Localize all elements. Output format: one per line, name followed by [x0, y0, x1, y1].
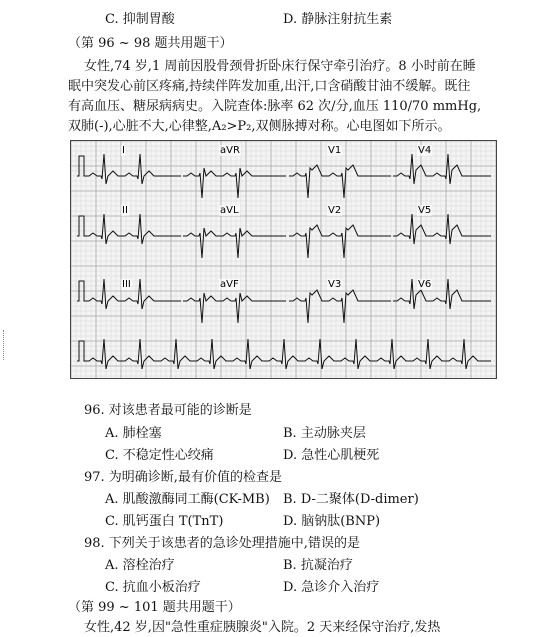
- lead-label-avr: aVR: [220, 145, 240, 156]
- ecg-trace-segment: [289, 225, 391, 258]
- ecg-trace-segment: [183, 228, 286, 258]
- prev-option-c: C. 抑制胃酸: [105, 12, 175, 27]
- question-96-option-d: D. 急性心肌梗死: [283, 448, 380, 463]
- stem-line-1: 女性,74 岁,1 周前因股骨颈骨折卧床行保守牵引治疗。8 小时前在睡: [84, 59, 476, 74]
- question-98-option-b: B. 抗凝治疗: [283, 558, 353, 573]
- question-97-option-b: B. D-二聚体(D-dimer): [283, 492, 419, 507]
- ecg-tracing: [71, 141, 496, 378]
- question-98-option-a: A. 溶栓治疗: [105, 558, 175, 573]
- ecg-trace-segment: [77, 339, 491, 369]
- question-98-stem: 98. 下列关于该患者的急诊处理措施中,错误的是: [84, 536, 360, 551]
- question-97-stem: 97. 为明确诊断,最有价值的检查是: [84, 470, 282, 485]
- lead-label-ii: II: [122, 205, 128, 216]
- question-96-option-c: C. 不稳定性心绞痛: [105, 448, 214, 463]
- ecg-trace-segment: [77, 154, 181, 184]
- lead-label-avl: aVL: [220, 205, 239, 216]
- stem-line-2: 眠中突发心前区疼痛,持续伴阵发加重,出汗,口含硝酸甘油不缓解。既往: [68, 79, 471, 94]
- stem-line-3: 有高血压、糖尿病病史。入院查体:脉率 62 次/分,血压 110/70 mmHg,: [68, 99, 482, 114]
- question-97-option-c: C. 肌钙蛋白 T(TnT): [105, 514, 224, 529]
- question-97-option-a: A. 肌酸激酶同工酶(CK-MB): [105, 492, 270, 507]
- group-header-99-101: （第 99 ~ 101 题共用题干）: [68, 600, 241, 615]
- question-97-option-d: D. 脑钠肽(BNP): [283, 514, 381, 529]
- question-96-option-a: A. 肺栓塞: [105, 426, 162, 441]
- question-98-option-c: C. 抗血小板治疗: [105, 580, 201, 595]
- lead-label-v6: V6: [418, 279, 432, 290]
- ecg-trace-segment: [289, 290, 391, 323]
- lead-label-v4: V4: [418, 145, 432, 156]
- ecg-trace-segment: [393, 214, 491, 244]
- ecg-trace-segment: [289, 165, 391, 198]
- lead-label-i: I: [122, 145, 125, 156]
- stem-line-4: 双肺(-),心脏不大,心律整,A₂>P₂,双侧脉搏对称。心电图如下所示。: [68, 119, 451, 134]
- ecg-figure: [70, 140, 497, 379]
- question-96-option-b: B. 主动脉夹层: [283, 426, 366, 441]
- ecg-trace-segment: [183, 293, 286, 323]
- ecg-trace-segment: [183, 168, 286, 198]
- lead-label-iii: III: [122, 279, 131, 290]
- question-98-option-d: D. 急诊介入治疗: [283, 580, 380, 595]
- ecg-trace-segment: [393, 154, 491, 184]
- lead-label-v2: V2: [328, 205, 342, 216]
- group-header-96-98: （第 96 ~ 98 题共用题干）: [68, 36, 233, 51]
- lead-label-v3: V3: [328, 279, 342, 290]
- binding-margin-mark: [3, 330, 10, 360]
- lead-label-v1: V1: [328, 145, 342, 156]
- lead-label-v5: V5: [418, 205, 432, 216]
- lead-label-avf: aVF: [220, 279, 239, 290]
- ecg-trace-segment: [393, 279, 491, 309]
- ecg-trace-segment: [77, 214, 181, 244]
- question-96-stem: 96. 对该患者最可能的诊断是: [84, 403, 252, 418]
- next-stem-line-1: 女性,42 岁,因"急性重症胰腺炎"入院。2 天来经保守治疗,发热: [84, 620, 441, 635]
- prev-option-d: D. 静脉注射抗生素: [283, 12, 393, 27]
